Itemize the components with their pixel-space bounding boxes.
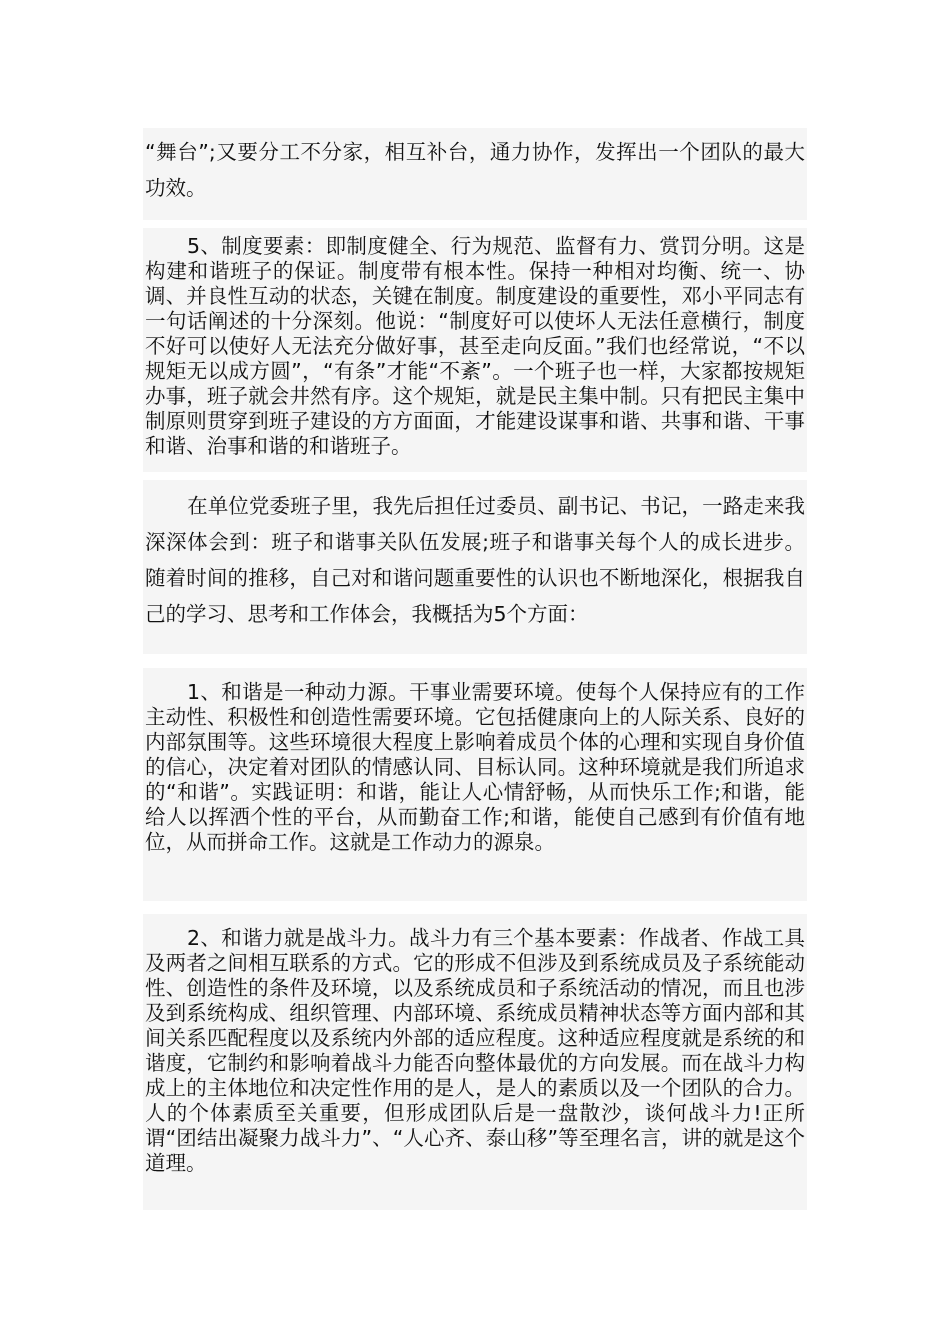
- paragraph: [145, 926, 805, 1176]
- paragraph: [145, 234, 805, 459]
- paragraph-text: 2、和谐力就是战斗力。战斗力有三个基本要素：作战者、作战工具及两者之间相互联系的方式。它的形成不但涉及到系统成员及子系统能动性、创造性的条件及环境，以及系统成员和子系统活动的情况，而且也涉及到系统构成、组织管理、内部环境、系统成员精神状态等方面内部和其间关系匹配程度以及系统内外部的适应程度。这种适应程度就是系统的和谐度，它制约和影响着战斗力能否向整体最优的方向发展。而在战斗力构成上的主体地位和决定性作用的是人，是人的素质以及一个团队的合力。人的个体素质至关重要，但形成团队后是一盘散沙，谈何战斗力!正所谓“团结出凝聚力战斗力”、“人心齐、泰山移”等至理名言，讲的就是这个道理。: [145, 926, 805, 1175]
- paragraph-text: 在单位党委班子里，我先后担任过委员、副书记、书记，一路走来我深深体会到：班子和谐事关队伍发展;班子和谐事关每个人的成长进步。随着时间的推移，自己对和谐问题重要性的认识也不断地深化，根据我自己的学习、思考和工作体会，我概括为5个方面：: [145, 494, 805, 626]
- paragraph-text: 1、和谐是一种动力源。干事业需要环境。使每个人保持应有的工作主动性、积极性和创造性需要环境。它包括健康向上的人际关系、良好的内部氛围等。这些环境很大程度上影响着成员个体的心理和实现自身价值的信心，决定着对团队的情感认同、目标认同。这种环境就是我们所追求的“和谐”。实践证明：和谐，能让人心情舒畅，从而快乐工作;和谐，能给人以挥洒个性的平台，从而勤奋工作;和谐，能使自己感到有价值有地位，从而拼命工作。这就是工作动力的源泉。: [145, 680, 805, 854]
- paragraph: [145, 134, 805, 206]
- paragraph-text: 5、制度要素：即制度健全、行为规范、监督有力、赏罚分明。这是构建和谐班子的保证。制度带有根本性。保持一种相对均衡、统一、协调、并良性互动的状态，关键在制度。制度建设的重要性，邓小平同志有一句话阐述的十分深刻。他说：“制度好可以使坏人无法任意横行，制度不好可以使好人无法充分做好事，甚至走向反面。”我们也经常说，“不以规矩无以成方圆”，“有条”才能“不紊”。一个班子也一样，大家都按规矩办事，班子就会井然有序。这个规矩，就是民主集中制。只有把民主集中制原则贯穿到班子建设的方方面面，才能建设谋事和谐、共事和谐、干事和谐、治事和谐的和谐班子。: [145, 234, 805, 458]
- paragraph: [145, 680, 805, 855]
- paragraph: [145, 488, 805, 632]
- paragraph-text: “舞台”;又要分工不分家，相互补台，通力协作，发挥出一个团队的最大功效。: [145, 140, 805, 200]
